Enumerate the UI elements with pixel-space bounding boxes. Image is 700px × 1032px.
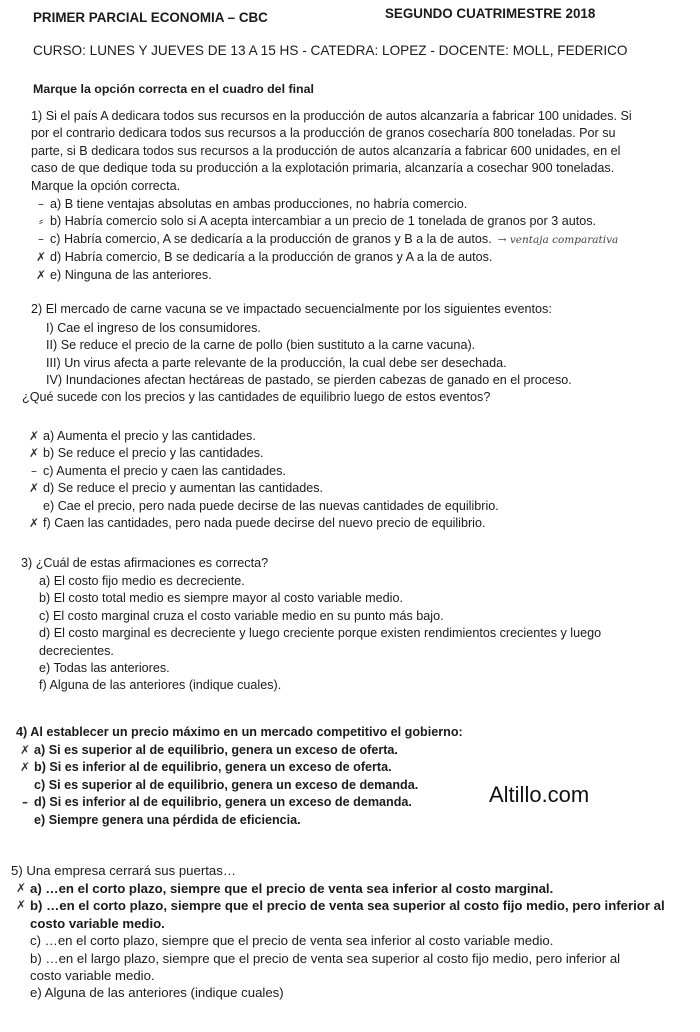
option-3a[interactable]: a) El costo fijo medio es decreciente. [39, 574, 245, 588]
hand-mark: – [22, 795, 28, 810]
option-text: costo variable medio. [30, 915, 165, 931]
hand-mark: – [31, 463, 37, 478]
question-1-line: por el contrario dedicara todos sus recursos a la producción de granos cosecharía 800 toneladas. Por su [31, 126, 616, 141]
option-text: c) Si es superior al de equilibrio, genera un exceso de demanda. [34, 777, 419, 792]
question-4-options [19, 742, 419, 829]
option-2a[interactable] [28, 428, 499, 445]
option-2d[interactable] [28, 480, 499, 497]
option-1e[interactable] [35, 267, 618, 284]
question-1-options [35, 196, 619, 284]
question-4-question: 4) Al establecer un precio máximo en un mercado competitivo el gobierno: [16, 725, 463, 739]
hand-mark: ✗ [19, 743, 31, 757]
hand-mark: ✗ [28, 481, 40, 496]
question-1-line: parte, si B dedicara todos sus recursos a la producción de autos alcanzaría a fabricar 600 unidades, en el [31, 143, 621, 158]
question-1-line: caso de que dedique toda su producción a la explotación primaria, alcanzaría a cosechar 900 toneladas. [31, 161, 615, 176]
option-1a[interactable] [38, 196, 618, 213]
question-2-intro: 2) El mercado de carne vacuna se ve impactado secuencialmente por los siguientes eventos: [31, 302, 552, 316]
option-text: c) Habría comercio, A se dedicaría a la producción de granos y B a la de autos. [50, 231, 492, 246]
option-1d[interactable] [35, 249, 618, 266]
option-text: a) Si es superior al de equilibrio, genera un exceso de oferta. [34, 743, 398, 757]
hand-mark: – [38, 197, 44, 211]
option-text: b) Habría comercio solo si A acepta intercambiar a un precio de 1 tonelada de granos por 3 autos. [50, 214, 597, 229]
event-item: III) Un virus afecta a parte relevante de la producción, la cual debe ser desechada. [46, 355, 507, 370]
option-text: d) Habría comercio, B se dedicaría a la producción de granos y A a la de autos. [50, 250, 493, 265]
option-text: c) Aumenta el precio y caen las cantidades. [43, 463, 286, 478]
option-1b[interactable] [39, 213, 618, 230]
option-2f[interactable] [28, 515, 499, 532]
question-5-question: 5) Una empresa cerrará sus puertas… [11, 863, 237, 878]
hand-mark: ✗ [35, 250, 47, 265]
event-item: I) Cae el ingreso de los consumidores. [46, 321, 261, 335]
instructions: Marque la opción correcta en el cuadro del final [33, 82, 314, 96]
exam-title: PRIMER PARCIAL ECONOMIA – CBC [33, 10, 268, 25]
option-4c[interactable] [34, 777, 418, 794]
question-3-options [39, 573, 601, 695]
option-4a[interactable] [19, 742, 418, 759]
option-5c[interactable] [30, 932, 665, 949]
option-1c[interactable] [38, 231, 619, 249]
hand-mark: – [38, 231, 44, 246]
option-3d-continued: decrecientes. [39, 643, 114, 658]
option-text: b) …en el largo plazo, siempre que el precio de venta sea superior al costo fijo medio, pero inferior al [30, 950, 621, 966]
option-text: e) Ninguna de las anteriores. [50, 267, 212, 282]
hand-mark: ✗ [35, 267, 47, 282]
question-1-line: Marque la opción correcta. [31, 178, 181, 193]
question-3-question: 3) ¿Cuál de estas afirmaciones es correcta? [21, 556, 269, 570]
option-4e[interactable] [34, 812, 418, 829]
option-text: a) …en el corto plazo, siempre que el precio de venta sea inferior al costo marginal. [30, 881, 554, 896]
option-text: b) Si es inferior al de equilibrio, genera un exceso de oferta. [34, 760, 392, 775]
hand-mark: ⸗ [39, 214, 43, 229]
option-text: e) Cae el precio, pero nada puede decirse de las nuevas cantidades de equilibrio. [43, 498, 499, 513]
hand-mark: ✗ [15, 881, 27, 895]
option-5d-continued [30, 967, 665, 984]
option-5d[interactable] [30, 950, 665, 967]
option-5b-continued [30, 915, 665, 932]
option-5b[interactable] [15, 897, 665, 914]
question-1-line: 1) Si el país A dedicara todos sus recursos en la producción de autos alcanzaría a fabricar 100 unidades. Si [31, 109, 632, 123]
option-4b[interactable] [19, 759, 418, 776]
option-2c[interactable] [31, 463, 499, 480]
option-text: f) Caen las cantidades, pero nada puede decirse del nuevo precio de equilibrio. [43, 516, 486, 531]
option-text: e) Alguna de las anteriores (indique cuales) [30, 985, 284, 1001]
option-3c[interactable]: c) El costo marginal cruza el costo variable medio en su punto más bajo. [39, 608, 444, 623]
question-1-text [31, 108, 632, 195]
option-5e[interactable] [30, 984, 665, 1001]
question-2-question: ¿Qué sucede con los precios y las cantidades de equilibrio luego de estos eventos? [22, 390, 491, 404]
hand-mark: ✗ [28, 516, 40, 531]
option-3f[interactable]: f) Alguna de las anteriores (indique cuales). [39, 678, 282, 693]
question-5-options [15, 880, 665, 1002]
question-2-options [28, 428, 499, 532]
option-4d[interactable] [22, 794, 418, 811]
hand-mark: ✗ [28, 446, 40, 461]
option-text: d) Se reduce el precio y aumentan las cantidades. [43, 481, 324, 496]
option-text: a) B tiene ventajas absolutas en ambas producciones, no habría comercio. [50, 197, 468, 211]
option-3d[interactable]: d) El costo marginal es decreciente y luego creciente porque existen rendimientos crecientes y luego [39, 626, 602, 641]
course-line: CURSO: LUNES Y JUEVES DE 13 A 15 HS - CATEDRA: LOPEZ - DOCENTE: MOLL, FEDERICO [33, 43, 628, 58]
option-2b[interactable] [28, 445, 499, 462]
hand-mark: ✗ [15, 898, 27, 913]
handwritten-note: → ventaja comparativa [497, 233, 619, 246]
option-5a[interactable] [15, 880, 665, 897]
option-2e[interactable] [43, 498, 499, 515]
hand-mark: ✗ [28, 429, 40, 443]
hand-mark: ✗ [19, 760, 31, 775]
question-2-events [46, 320, 572, 390]
option-text: d) Si es inferior al de equilibrio, genera un exceso de demanda. [34, 795, 412, 810]
event-item: IV) Inundaciones afectan hectáreas de pastado, se pierden cabezas de ganado en el proceso. [46, 373, 572, 388]
option-text: c) …en el corto plazo, siempre que el precio de venta sea inferior al costo variable medio. [30, 933, 554, 949]
option-text: b) Se reduce el precio y las cantidades. [43, 446, 264, 461]
option-3b[interactable]: b) El costo total medio es siempre mayor al costo variable medio. [39, 591, 403, 606]
event-item: II) Se reduce el precio de la carne de pollo (bien sustituto a la carne vacuna). [46, 338, 476, 353]
option-text: b) …en el corto plazo, siempre que el precio de venta sea superior al costo fijo medio, pero inferior al [30, 898, 665, 914]
option-3e[interactable]: e) Todas las anteriores. [39, 661, 170, 676]
altillo-watermark: Altillo.com [489, 782, 590, 807]
exam-term: SEGUNDO CUATRIMESTRE 2018 [385, 6, 596, 21]
option-text: e) Siempre genera una pérdida de eficiencia. [34, 812, 301, 827]
option-text: costo variable medio. [30, 968, 155, 984]
option-text: a) Aumenta el precio y las cantidades. [43, 429, 256, 443]
